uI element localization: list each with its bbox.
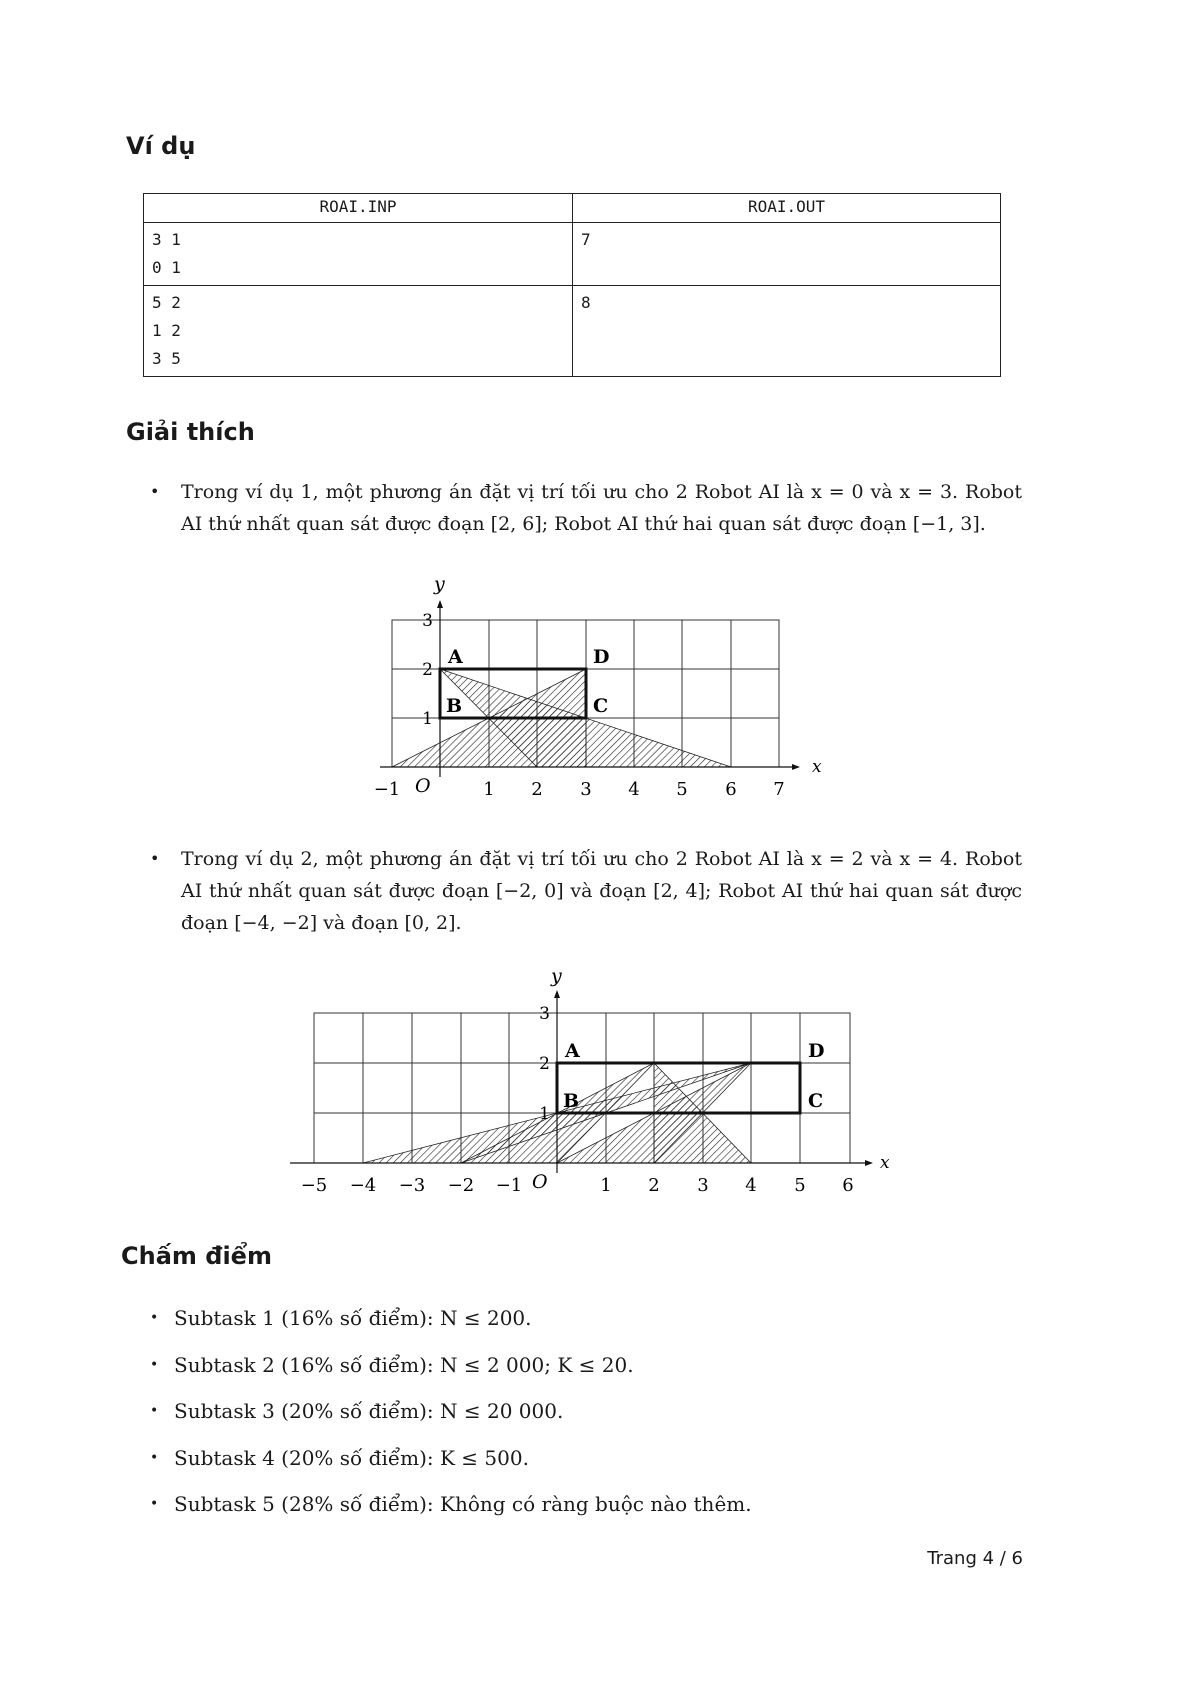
y-tick-label: 3 — [539, 1004, 550, 1024]
page-number: Trang 4 / 6 — [927, 1548, 1023, 1569]
x-tick-label: 6 — [842, 1175, 854, 1196]
subtask-text: Subtask 4 (20% số điểm): K ≤ 500. — [174, 1445, 529, 1470]
y-axis-label: y — [434, 573, 445, 595]
table-header-row — [144, 194, 1001, 223]
table-row — [144, 223, 1001, 286]
x-tick-label: 5 — [794, 1175, 806, 1196]
x-tick-label: −5 — [300, 1175, 328, 1196]
list-item — [150, 1481, 752, 1528]
explanation-item-2 — [150, 843, 1022, 939]
axes — [290, 995, 868, 1173]
list-item — [150, 1342, 752, 1389]
explanation-item-1 — [150, 476, 1022, 540]
x-tick-label: −3 — [398, 1175, 426, 1196]
x-tick-label: 1 — [483, 779, 495, 800]
x-tick-label: 5 — [676, 779, 688, 800]
output-cell: 8 — [573, 286, 1001, 377]
x-tick-label: 2 — [531, 779, 543, 800]
x-tick-label: 1 — [600, 1175, 612, 1196]
bullet-icon: • — [150, 1310, 159, 1326]
x-tick-label: 4 — [628, 779, 640, 800]
section-heading-vidu: Ví dụ — [126, 132, 196, 160]
y-axis-arrow-icon — [554, 990, 560, 998]
output-file-header: ROAI.OUT — [573, 194, 1001, 223]
grid — [314, 1013, 850, 1163]
point-label-b: B — [446, 695, 463, 717]
subtask-text: Subtask 2 (16% số điểm): N ≤ 2 000; K ≤ 20. — [174, 1352, 634, 1377]
y-tick-labels — [422, 611, 433, 729]
figure-example-1 — [370, 568, 840, 808]
point-label-d: D — [808, 1040, 825, 1062]
bullet-icon: • — [150, 1356, 159, 1373]
section-heading-giaithich: Giải thích — [126, 418, 255, 446]
list-item — [150, 1388, 752, 1435]
x-tick-label: 3 — [580, 779, 592, 800]
list-item — [150, 1435, 752, 1482]
input-cell: 3 1 0 1 — [144, 223, 573, 286]
x-axis-label: x — [880, 1153, 890, 1173]
point-label-b: B — [563, 1090, 580, 1112]
subtask-text: Subtask 5 (28% số điểm): Không có ràng buộc nào thêm. — [174, 1492, 752, 1516]
y-tick-label: 1 — [539, 1104, 550, 1124]
bullet-icon: • — [150, 482, 160, 501]
y-axis-label: y — [551, 965, 562, 987]
bullet-icon: • — [150, 849, 160, 868]
x-axis-label: x — [812, 757, 822, 777]
subtask-text: Subtask 1 (16% số điểm): N ≤ 200. — [174, 1306, 532, 1330]
origin-label: O — [415, 775, 431, 797]
x-tick-label: 7 — [773, 779, 785, 800]
y-tick-labels — [539, 1004, 550, 1124]
y-tick-label: 2 — [422, 660, 433, 680]
section-heading-chamdiem: Chấm điểm — [121, 1242, 272, 1270]
bullet-icon: • — [150, 1449, 159, 1466]
y-tick-label: 1 — [422, 709, 433, 729]
point-label-c: C — [808, 1090, 824, 1112]
input-cell: 5 2 1 2 3 5 — [144, 286, 573, 377]
output-cell: 7 — [573, 223, 1001, 286]
y-tick-label: 3 — [422, 611, 433, 631]
x-tick-label: 4 — [745, 1175, 757, 1196]
point-label-d: D — [593, 646, 610, 668]
input-file-header: ROAI.INP — [144, 194, 573, 223]
x-axis-arrow-icon — [792, 764, 800, 770]
subtask-list — [150, 1295, 752, 1528]
x-tick-label: 6 — [725, 779, 737, 800]
y-axis-arrow-icon — [437, 600, 443, 608]
table-row — [144, 286, 1001, 377]
x-tick-labels — [374, 779, 785, 800]
y-tick-label: 2 — [539, 1054, 550, 1074]
x-tick-label: 3 — [697, 1175, 709, 1196]
io-example-table — [143, 193, 1001, 377]
x-axis-arrow-icon — [865, 1160, 873, 1166]
x-tick-label: −1 — [495, 1175, 523, 1196]
x-tick-label: 2 — [648, 1175, 660, 1196]
bullet-icon: • — [150, 1403, 159, 1419]
x-tick-label: −2 — [447, 1175, 475, 1196]
point-label-a: A — [448, 646, 463, 668]
explanation-text-2: Trong ví dụ 2, một phương án đặt vị trí tối ưu cho 2 Robot AI là x = 2 và x = 4. Robot AI thứ nhất quan sát được đoạn [−2, 0] và đoạn [2, 4]; Robot AI thứ hai quan sát được đoạn [−4, −2] và đoạn [0, 2]. — [181, 848, 1022, 934]
x-tick-labels — [301, 1175, 854, 1196]
figure-example-2 — [285, 960, 905, 1200]
point-label-a: A — [565, 1040, 580, 1062]
origin-label: O — [532, 1171, 548, 1193]
subtask-text: Subtask 3 (20% số điểm): N ≤ 20 000. — [174, 1399, 564, 1423]
point-label-c: C — [593, 695, 609, 717]
x-tick-label: −4 — [349, 1175, 377, 1196]
explanation-text-1: Trong ví dụ 1, một phương án đặt vị trí tối ưu cho 2 Robot AI là x = 0 và x = 3. Robot AI thứ nhất quan sát được đoạn [2, 6]; Robot AI thứ hai quan sát được đoạn [−1, 3]. — [181, 481, 1022, 535]
list-item — [150, 1295, 752, 1342]
bullet-icon: • — [150, 1496, 159, 1512]
x-tick-label: −1 — [373, 779, 401, 800]
